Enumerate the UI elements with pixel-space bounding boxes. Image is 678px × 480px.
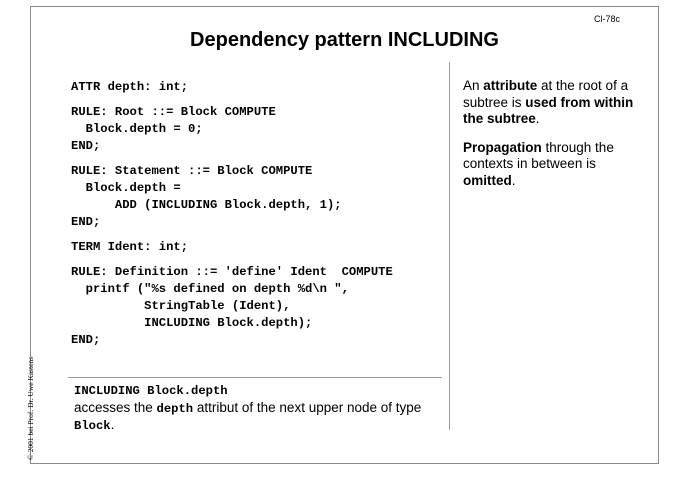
explanation-paragraph-1: [463, 78, 645, 128]
code-line: StringTable (Ident),: [71, 299, 291, 313]
code-term: Block: [74, 419, 111, 433]
text: at the root of a subtree is: [463, 78, 629, 110]
code-gap: [71, 96, 393, 104]
explanation-note: [463, 78, 645, 201]
code-gap: [71, 155, 393, 163]
code-term: depth: [156, 401, 194, 416]
code-line: Block.depth = 0;: [71, 122, 203, 136]
code-line: END;: [71, 139, 101, 153]
copyright-notice: © 2001 bei Prof. Dr. Uwe Kastens: [26, 356, 35, 460]
including-note: [74, 383, 444, 435]
slide-id: Cl-78c: [594, 14, 621, 24]
text: .: [110, 417, 115, 432]
vertical-divider: [449, 62, 450, 430]
code-line: printf ("%s defined on depth %d\n ",: [71, 282, 349, 296]
code-line: END;: [71, 333, 101, 347]
text: attribut of the next upper node of type: [193, 399, 422, 415]
code-gap: [71, 256, 393, 264]
code-block: [71, 79, 393, 349]
horizontal-divider: [68, 377, 442, 378]
text: accesses the: [74, 399, 157, 415]
code-line: RULE: Statement ::= Block COMPUTE: [71, 164, 313, 178]
including-code: INCLUDING Block.depth: [74, 384, 228, 398]
code-line: INCLUDING Block.depth);: [71, 316, 313, 330]
explanation-paragraph-2: [463, 140, 645, 190]
text: .: [511, 172, 516, 188]
code-line: ADD (INCLUDING Block.depth, 1);: [71, 198, 342, 212]
code-line: ATTR depth: int;: [71, 80, 189, 94]
slide-title: Dependency pattern INCLUDING: [190, 29, 499, 51]
text: .: [535, 111, 540, 126]
code-line: END;: [71, 215, 101, 229]
code-gap: [71, 231, 393, 239]
code-line: Block.depth =: [71, 181, 181, 195]
text: through the contexts in between is: [463, 139, 614, 171]
emphasis: Propagation: [463, 139, 542, 155]
code-line: RULE: Definition ::= 'define' Ident COMPUTE: [71, 265, 393, 279]
emphasis: used from within the subtree: [463, 94, 634, 126]
code-line: TERM Ident: int;: [71, 240, 189, 254]
code-line: RULE: Root ::= Block COMPUTE: [71, 105, 276, 119]
including-description: [74, 400, 444, 435]
text: An: [463, 78, 484, 93]
emphasis: omitted: [463, 172, 512, 188]
emphasis: attribute: [483, 78, 538, 93]
